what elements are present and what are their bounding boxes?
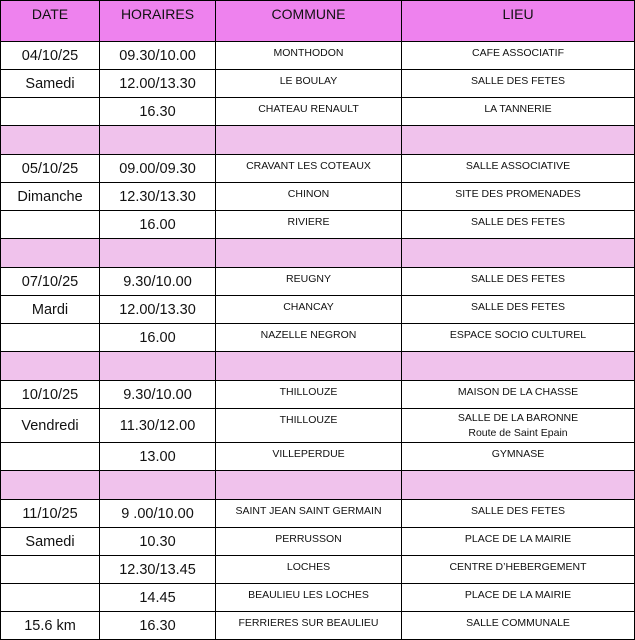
lieu-cell: SITE DES PROMENADES [402, 183, 635, 211]
separator-cell [216, 352, 402, 381]
header-lieu: LIEU [402, 1, 635, 42]
table-row [1, 183, 635, 211]
lieu-cell: ESPACE SOCIO CULTUREL [402, 324, 635, 352]
commune-cell: LOCHES [216, 556, 402, 584]
horaire-cell: 10.30 [100, 528, 216, 556]
table-row [1, 381, 635, 409]
horaire-cell: 16.00 [100, 211, 216, 239]
date-cell [1, 211, 100, 239]
lieu-cell: LA TANNERIE [402, 98, 635, 126]
horaire-cell: 09.30/10.00 [100, 42, 216, 70]
date-cell: 15.6 km [1, 612, 100, 640]
horaire-cell: 12.00/13.30 [100, 70, 216, 98]
separator-row [1, 352, 635, 381]
lieu-cell: SALLE DES FETES [402, 296, 635, 324]
table-row [1, 324, 635, 352]
date-cell [1, 324, 100, 352]
separator-row [1, 471, 635, 500]
horaire-cell: 09.00/09.30 [100, 155, 216, 183]
commune-cell: MONTHODON [216, 42, 402, 70]
horaire-cell: 9.30/10.00 [100, 268, 216, 296]
table-row [1, 296, 635, 324]
lieu-cell: PLACE DE LA MAIRIE [402, 584, 635, 612]
date-cell: Samedi [1, 70, 100, 98]
lieu-cell: SALLE COMMUNALE [402, 612, 635, 640]
separator-row [1, 239, 635, 268]
separator-cell [100, 352, 216, 381]
date-cell [1, 98, 100, 126]
date-cell: 11/10/25 [1, 500, 100, 528]
table-row [1, 612, 635, 640]
lieu-cell: MAISON DE LA CHASSE [402, 381, 635, 409]
commune-cell: CHANCAY [216, 296, 402, 324]
table-row [1, 211, 635, 239]
table-row [1, 584, 635, 612]
commune-cell: NAZELLE NEGRON [216, 324, 402, 352]
commune-cell: CRAVANT LES COTEAUX [216, 155, 402, 183]
separator-cell [1, 471, 100, 500]
commune-cell: REUGNY [216, 268, 402, 296]
table-row [1, 155, 635, 183]
lieu-cell: SALLE DES FETES [402, 500, 635, 528]
lieu-cell: SALLE DES FETES [402, 211, 635, 239]
lieu-cell: SALLE DES FETES [402, 268, 635, 296]
separator-cell [1, 239, 100, 268]
lieu-cell: GYMNASE [402, 443, 635, 471]
table-row [1, 42, 635, 70]
horaire-cell: 16.30 [100, 98, 216, 126]
horaire-cell: 9 .00/10.00 [100, 500, 216, 528]
commune-cell: THILLOUZE [216, 381, 402, 409]
date-cell: 10/10/25 [1, 381, 100, 409]
table-row [1, 70, 635, 98]
separator-cell [1, 126, 100, 155]
separator-cell [402, 352, 635, 381]
table-row [1, 556, 635, 584]
date-cell [1, 443, 100, 471]
separator-cell [216, 126, 402, 155]
date-cell: 05/10/25 [1, 155, 100, 183]
lieu-cell [402, 409, 635, 443]
separator-cell [402, 126, 635, 155]
horaire-cell: 16.30 [100, 612, 216, 640]
table-row [1, 98, 635, 126]
commune-cell: CHINON [216, 183, 402, 211]
commune-cell: BEAULIEU LES LOCHES [216, 584, 402, 612]
commune-cell: LE BOULAY [216, 70, 402, 98]
table-row [1, 443, 635, 471]
commune-cell: SAINT JEAN SAINT GERMAIN [216, 500, 402, 528]
commune-cell: VILLEPERDUE [216, 443, 402, 471]
header-row [1, 1, 635, 42]
lieu-cell: SALLE ASSOCIATIVE [402, 155, 635, 183]
date-cell: Dimanche [1, 183, 100, 211]
header-horaires: HORAIRES [100, 1, 216, 42]
table-row [1, 500, 635, 528]
horaire-cell: 16.00 [100, 324, 216, 352]
separator-cell [402, 471, 635, 500]
horaire-cell: 13.00 [100, 443, 216, 471]
header-date: DATE [1, 1, 100, 42]
commune-cell: PERRUSSON [216, 528, 402, 556]
lieu-cell: CAFE ASSOCIATIF [402, 42, 635, 70]
lieu-cell: CENTRE D’HEBERGEMENT [402, 556, 635, 584]
horaire-cell: 11.30/12.00 [100, 409, 216, 443]
commune-cell: FERRIERES SUR BEAULIEU [216, 612, 402, 640]
table-row [1, 409, 635, 443]
date-cell: Samedi [1, 528, 100, 556]
lieu-line: SALLE DE LA BARONNE [457, 412, 579, 424]
date-cell [1, 556, 100, 584]
lieu-address-line: Route de Saint Epain [468, 427, 568, 439]
date-cell: 07/10/25 [1, 268, 100, 296]
lieu-cell: SALLE DES FETES [402, 70, 635, 98]
table-row [1, 528, 635, 556]
horaire-cell: 12.30/13.30 [100, 183, 216, 211]
commune-cell: RIVIERE [216, 211, 402, 239]
horaire-cell: 14.45 [100, 584, 216, 612]
horaire-cell: 9.30/10.00 [100, 381, 216, 409]
date-cell: 04/10/25 [1, 42, 100, 70]
horaire-cell: 12.30/13.45 [100, 556, 216, 584]
header-commune: COMMUNE [216, 1, 402, 42]
date-cell: Vendredi [1, 409, 100, 443]
separator-row [1, 126, 635, 155]
separator-cell [402, 239, 635, 268]
schedule-body [1, 42, 635, 640]
commune-cell: THILLOUZE [216, 409, 402, 443]
separator-cell [216, 239, 402, 268]
separator-cell [216, 471, 402, 500]
separator-cell [100, 126, 216, 155]
date-cell: Mardi [1, 296, 100, 324]
separator-cell [100, 239, 216, 268]
horaire-cell: 12.00/13.30 [100, 296, 216, 324]
commune-cell: CHATEAU RENAULT [216, 98, 402, 126]
lieu-cell: PLACE DE LA MAIRIE [402, 528, 635, 556]
separator-cell [100, 471, 216, 500]
separator-cell [1, 352, 100, 381]
date-cell [1, 584, 100, 612]
table-row [1, 268, 635, 296]
